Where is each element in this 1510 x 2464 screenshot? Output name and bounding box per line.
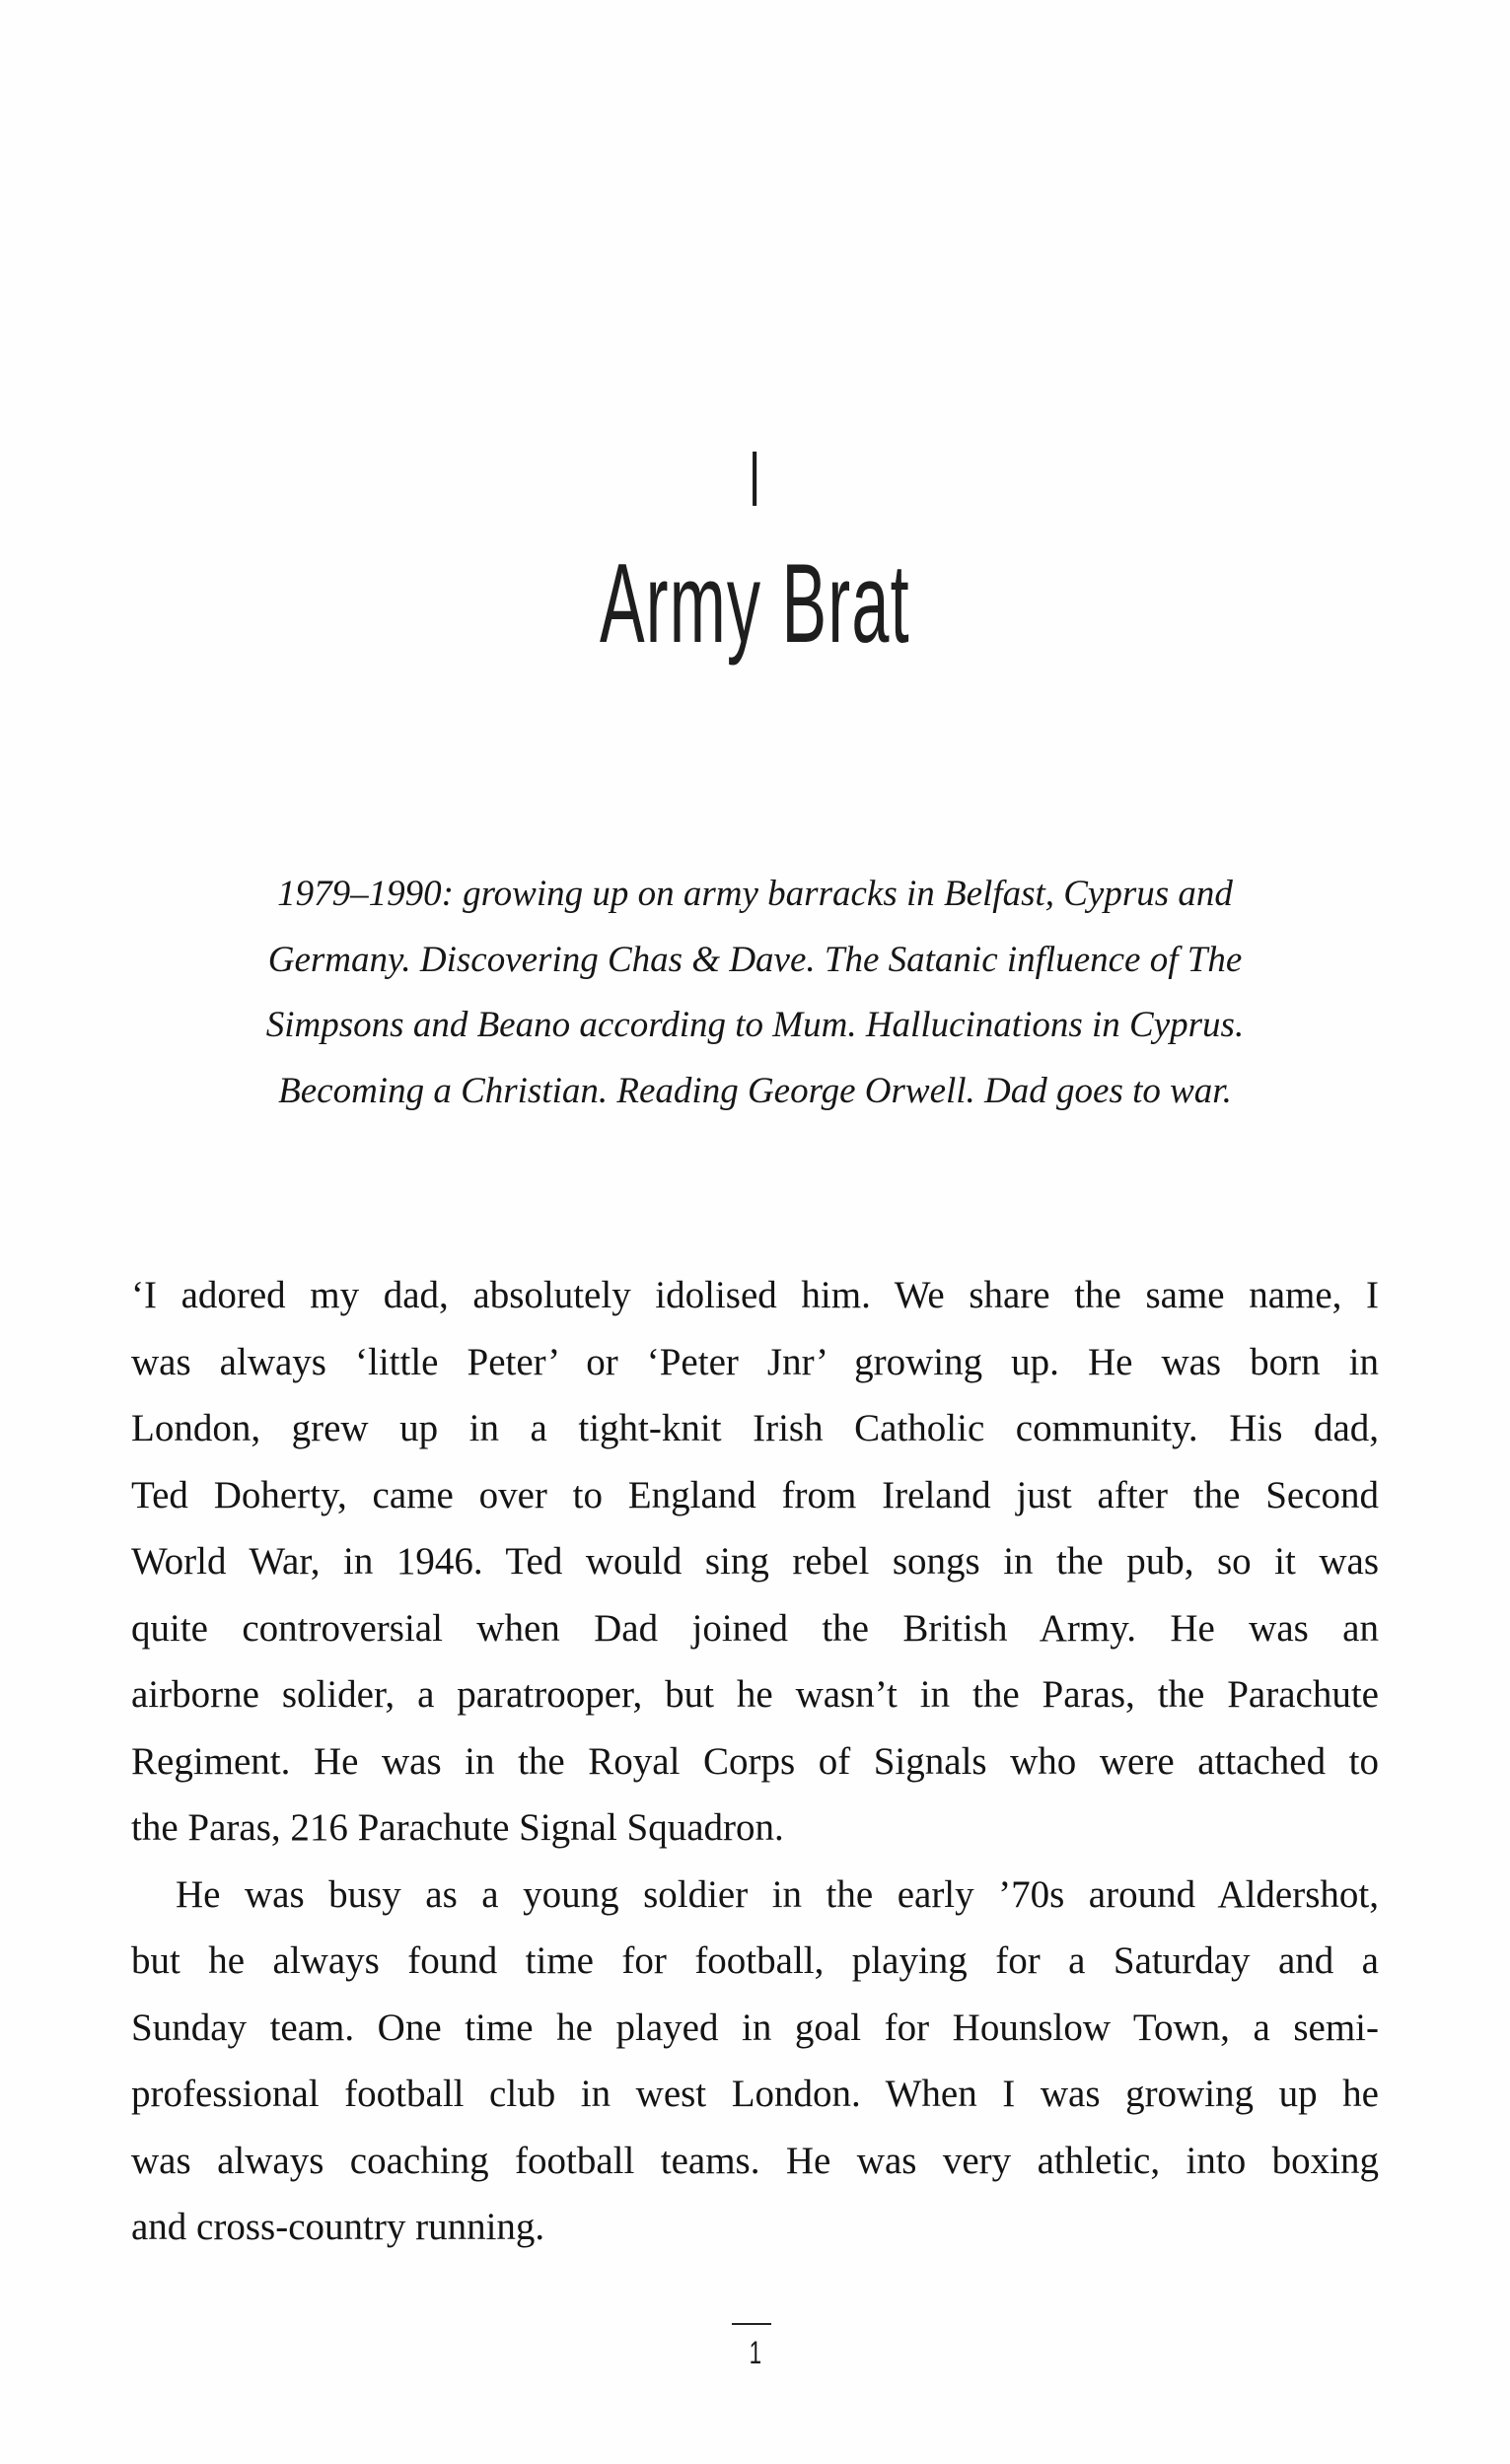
chapter-title-container xyxy=(0,540,1510,669)
epigraph-line: Simpsons and Beano according to Mum. Hallucinations in Cyprus. xyxy=(265,1005,1245,1045)
page-number-text: 1 xyxy=(749,2335,761,2370)
body-line: quite controversial when Dad joined the British Army. He was an xyxy=(131,1606,1379,1650)
page-number xyxy=(0,2333,1510,2372)
body-text xyxy=(131,1262,1379,2261)
chapter-epigraph xyxy=(178,862,1332,1124)
paragraph-1 xyxy=(131,1262,1379,1862)
body-line: London, grew up in a tight-knit Irish Catholic community. His dad, xyxy=(131,1407,1379,1449)
chapter-number xyxy=(0,435,1510,523)
folio-rule xyxy=(732,2323,771,2325)
body-line: professional football club in west London. When I was growing up he xyxy=(131,2073,1379,2115)
body-line: Sunday team. One time he played in goal for Hounslow Town, a semi- xyxy=(131,2006,1379,2049)
body-line: He was busy as a young soldier in the early ’70s around Aldershot, xyxy=(176,1872,1379,1916)
chapter-title: Army Brat xyxy=(600,541,910,667)
epigraph-line: Germany. Discovering Chas & Dave. The Satanic influence of The xyxy=(267,939,1243,980)
epigraph-line: Becoming a Christian. Reading George Orwell. Dad goes to war. xyxy=(278,1070,1232,1111)
paragraph-2 xyxy=(131,1862,1379,2261)
body-line: but he always found time for football, playing for a Saturday and a xyxy=(131,1939,1379,1982)
body-line: the Paras, 216 Parachute Signal Squadron. xyxy=(131,1806,784,1849)
body-line: airborne solider, a paratrooper, but he wasn’t in the Paras, the Parachute xyxy=(131,1673,1379,1716)
body-line: World War, in 1946. Ted would sing rebel songs in the pub, so it was xyxy=(131,1540,1379,1583)
body-line: Ted Doherty, came over to England from Ireland just after the Second xyxy=(131,1473,1379,1516)
body-line: ‘I adored my dad, absolutely idolised him. We share the same name, I xyxy=(131,1274,1379,1316)
epigraph-line: 1979–1990: growing up on army barracks in Belfast, Cyprus and xyxy=(277,874,1233,914)
chapter-number-text: I xyxy=(749,435,761,523)
body-line: was always ‘little Peter’ or ‘Peter Jnr’ growing up. He was born in xyxy=(131,1340,1379,1383)
body-line: and cross-country running. xyxy=(131,2206,545,2248)
body-line: was always coaching football teams. He was very athletic, into boxing xyxy=(131,2139,1379,2182)
body-line: Regiment. He was in the Royal Corps of Signals who were attached to xyxy=(131,1739,1379,1783)
